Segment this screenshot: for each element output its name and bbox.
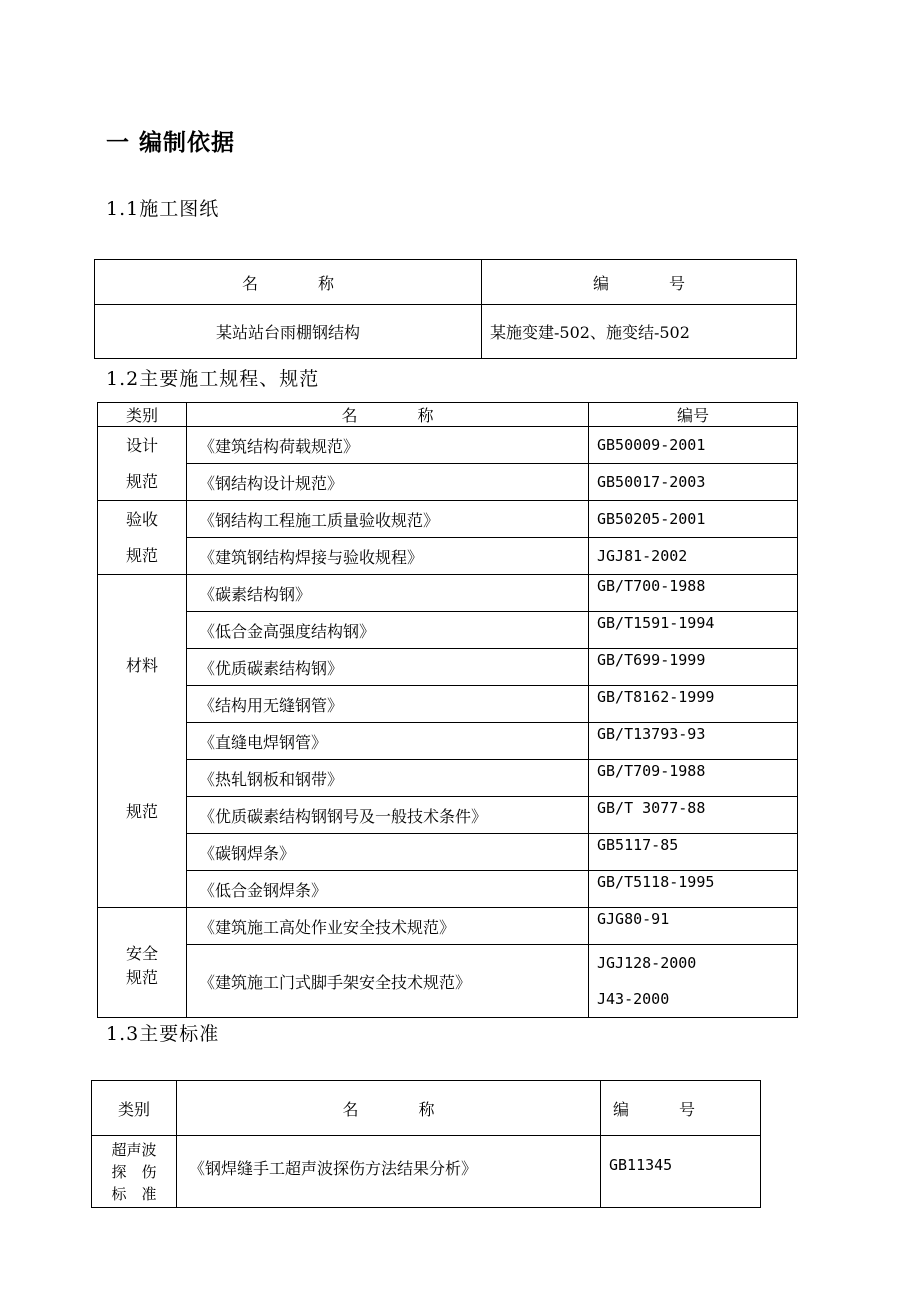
header-code-char-1: 编	[613, 1099, 630, 1119]
header-name-char-1: 名	[241, 273, 258, 293]
header-code: 编号	[589, 403, 798, 427]
table-row-code: GB/T5118-1995	[589, 871, 798, 908]
drawings-table	[94, 259, 797, 359]
drawing-name: 某站站台雨棚钢结构	[95, 305, 482, 359]
category-safety-line-1: 安全	[125, 943, 158, 963]
table-row-code-line-2: J43-2000	[597, 990, 670, 1008]
table-row-name: 《热轧钢板和钢带》	[187, 760, 589, 797]
header-code	[482, 260, 797, 305]
table-row-name: 《建筑钢结构焊接与验收规程》	[187, 538, 589, 575]
category-safety	[98, 908, 187, 1018]
header-name	[177, 1081, 601, 1136]
header-code-char-2: 号	[679, 1099, 696, 1119]
category-line-3: 标 准	[111, 1184, 157, 1203]
header-category: 类别	[92, 1081, 177, 1136]
category-acceptance	[98, 501, 187, 575]
table-row-name: 《优质碳素结构钢》	[187, 649, 589, 686]
table-row-name: 《建筑结构荷载规范》	[187, 427, 589, 464]
subsection-1-3-title: 1.3主要标准	[106, 1023, 220, 1045]
table-row-name: 《低合金钢焊条》	[187, 871, 589, 908]
table-row-name: 《建筑施工高处作业安全技术规范》	[187, 908, 589, 945]
header-code-char-2: 号	[669, 273, 686, 293]
header-name-char-2: 称	[318, 273, 335, 293]
header-name-char-1: 名	[341, 406, 358, 425]
category-line-1: 超声波	[111, 1140, 157, 1159]
table-row-name: 《碳素结构钢》	[187, 575, 589, 612]
table-row-code: GJG80-91	[589, 908, 798, 945]
category-materials-line-1: 材料	[125, 656, 158, 675]
table-row-code: GB/T1591-1994	[589, 612, 798, 649]
category-design	[98, 427, 187, 501]
table-row-code: GB/T13793-93	[589, 723, 798, 760]
category-ultrasonic	[92, 1136, 177, 1208]
table-row-code: GB50009-2001	[589, 427, 798, 464]
category-materials-line-2: 规范	[125, 802, 158, 821]
header-code-char-1: 编	[592, 273, 609, 293]
standard-code: GB11345	[601, 1136, 761, 1208]
subsection-1-1-title: 1.1施工图纸	[106, 198, 220, 220]
header-name	[95, 260, 482, 305]
table-row-code: GB/T709-1988	[589, 760, 798, 797]
table-row-code: GB50205-2001	[589, 501, 798, 538]
standard-name: 《钢焊缝手工超声波探伤方法结果分析》	[177, 1136, 601, 1208]
header-code	[601, 1081, 761, 1136]
table-row-name: 《直缝电焊钢管》	[187, 723, 589, 760]
table-row-code: GB5117-85	[589, 834, 798, 871]
table-row-code: GB50017-2003	[589, 464, 798, 501]
header-name	[187, 403, 589, 427]
table-row-code: GB/T700-1988	[589, 575, 798, 612]
table-row-code: GB/T 3077-88	[589, 797, 798, 834]
table-row-name: 《低合金高强度结构钢》	[187, 612, 589, 649]
section-title: 一 编制依据	[106, 130, 236, 156]
header-name-char-2: 称	[417, 406, 434, 425]
table-row-name: 《碳钢焊条》	[187, 834, 589, 871]
table-row-code: GB/T8162-1999	[589, 686, 798, 723]
table-row-code: GB/T699-1999	[589, 649, 798, 686]
table-row-name: 《结构用无缝钢管》	[187, 686, 589, 723]
table-row-code: JGJ81-2002	[589, 538, 798, 575]
table-row-code-line-1: JGJ128-2000	[597, 954, 697, 972]
table-row-code	[589, 945, 798, 1018]
category-design-line-1: 设计	[125, 435, 158, 455]
category-acceptance-line-2: 规范	[125, 545, 158, 565]
table-row-name: 《建筑施工门式脚手架安全技术规范》	[187, 945, 589, 1018]
codes-table	[97, 402, 798, 1018]
header-name-char-2: 称	[418, 1099, 435, 1119]
category-line-2: 探 伤	[111, 1162, 157, 1181]
table-row-name: 《钢结构工程施工质量验收规范》	[187, 501, 589, 538]
category-safety-line-2: 规范	[125, 967, 158, 987]
category-design-line-2: 规范	[125, 471, 158, 491]
category-acceptance-line-1: 验收	[125, 509, 158, 529]
subsection-1-2-title: 1.2主要施工规程、规范	[106, 368, 320, 390]
header-category: 类别	[98, 403, 187, 427]
category-materials	[98, 575, 187, 908]
drawing-code: 某施变建-502、施变结-502	[482, 305, 797, 359]
table-row-name: 《钢结构设计规范》	[187, 464, 589, 501]
header-name-char-1: 名	[342, 1099, 359, 1119]
table-row-name: 《优质碳素结构钢钢号及一般技术条件》	[187, 797, 589, 834]
standards-table	[91, 1080, 761, 1208]
